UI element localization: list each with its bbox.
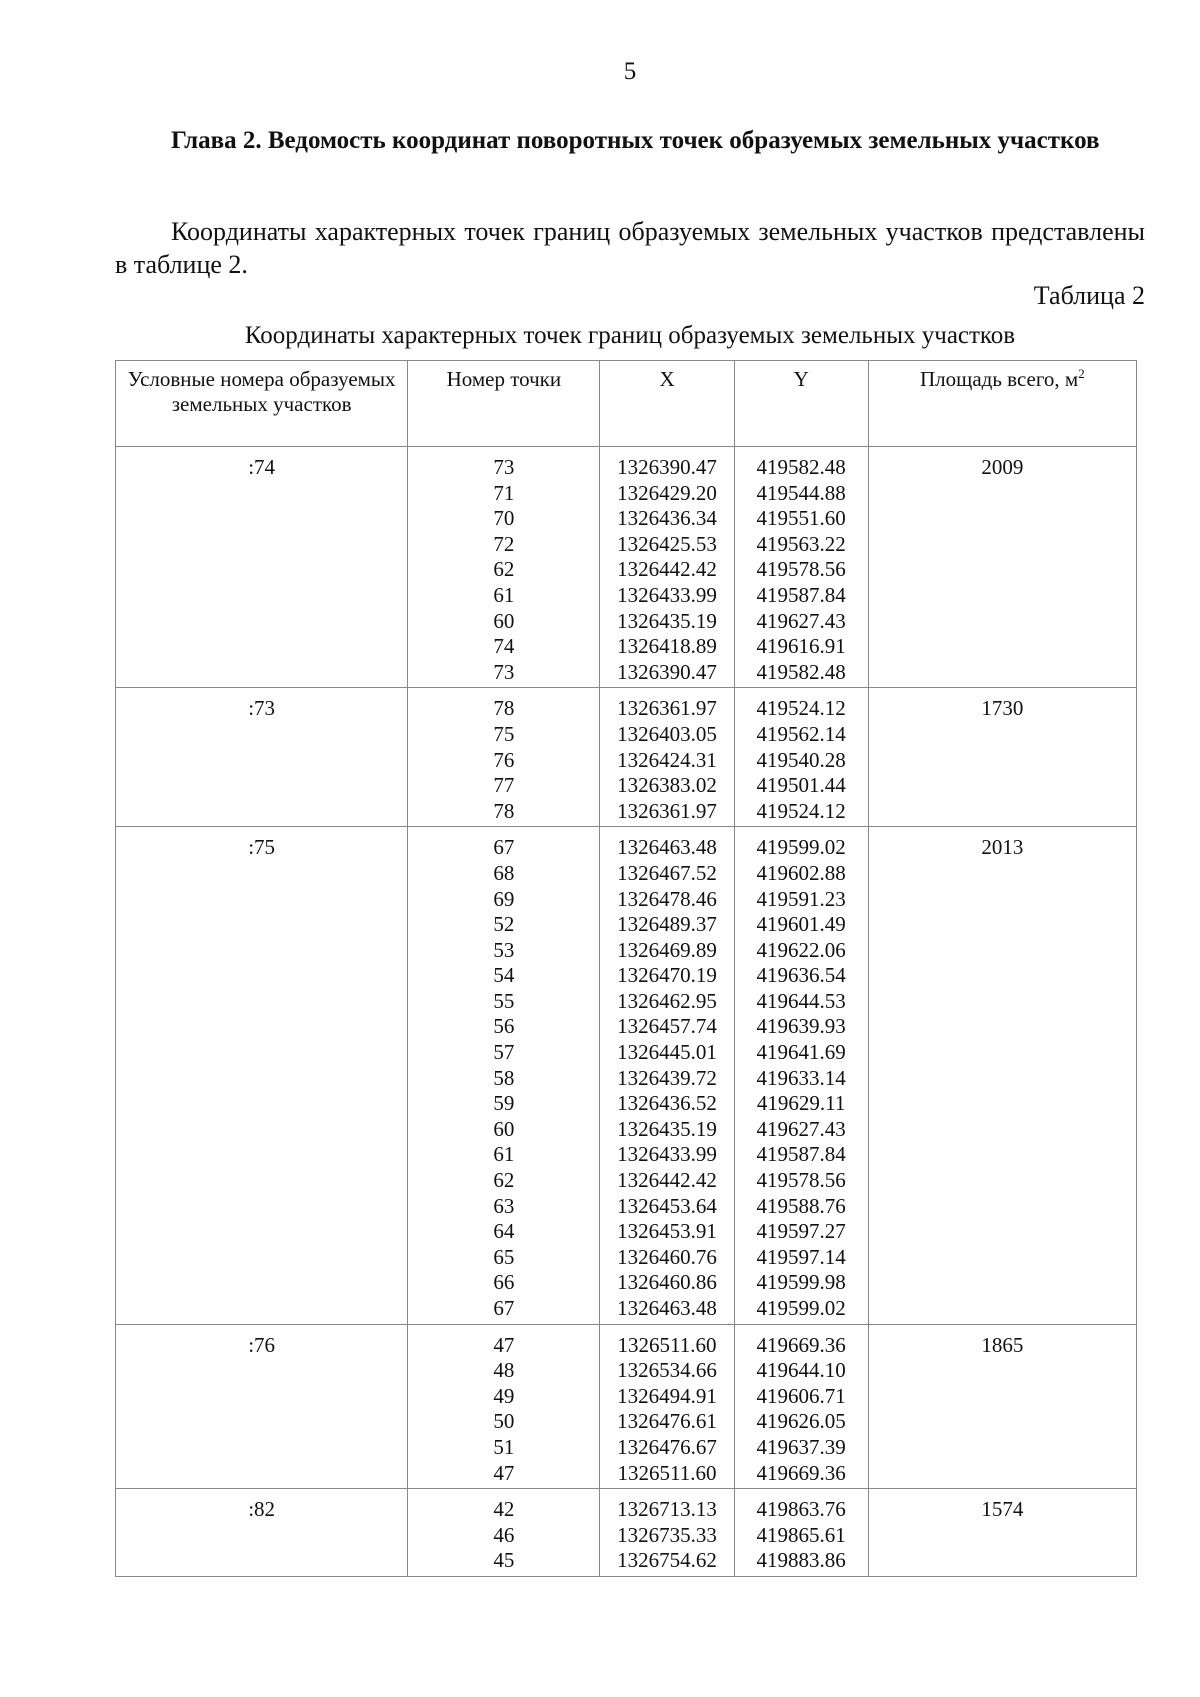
x-coordinate: 1326433.99	[617, 582, 717, 607]
point-number: 77	[493, 773, 515, 798]
x-coordinate: 1326463.48	[617, 835, 717, 860]
point-number: 55	[493, 988, 515, 1013]
x-coordinate: 1326445.01	[617, 1040, 717, 1065]
parcel-number: :73	[248, 696, 276, 721]
y-coordinate: 419582.48	[756, 455, 846, 479]
y-coordinate: 419865.61	[756, 1522, 846, 1547]
parcel-number: :74	[248, 455, 276, 479]
y-coordinate: 419669.36	[756, 1332, 846, 1357]
y-coordinate: 419562.14	[756, 721, 846, 746]
y-coordinate: 419563.22	[756, 531, 846, 556]
point-number: 67	[493, 835, 515, 860]
x-coordinate: 1326436.34	[617, 506, 717, 531]
x-coordinate: 1326478.46	[617, 886, 717, 911]
y-coordinate: 419578.56	[756, 1168, 846, 1193]
x-coordinate: 1326361.97	[617, 798, 717, 823]
parcel-number: :76	[248, 1332, 276, 1357]
point-number: 68	[493, 860, 515, 885]
point-number: 45	[493, 1548, 515, 1573]
point-number: 60	[493, 608, 515, 633]
x-cell	[600, 1324, 734, 1489]
parcel-cell	[116, 447, 408, 688]
point-number: 69	[493, 886, 515, 911]
x-coordinate: 1326442.42	[617, 1168, 717, 1193]
y-cell	[734, 688, 868, 827]
point-number: 61	[493, 1142, 515, 1167]
points-cell	[408, 1324, 600, 1489]
x-coordinate: 1326469.89	[617, 937, 717, 962]
y-coordinate: 419644.53	[756, 988, 846, 1013]
y-coordinate: 419599.02	[756, 1296, 846, 1320]
x-coordinate: 1326511.60	[617, 1460, 717, 1485]
y-coordinate: 419863.76	[756, 1497, 846, 1522]
point-number: 47	[493, 1332, 515, 1357]
point-number: 70	[493, 506, 515, 531]
y-coordinate: 419622.06	[756, 937, 846, 962]
header-area-unit-exponent: 2	[1078, 366, 1085, 381]
table-number: Таблица 2	[1033, 281, 1145, 310]
y-coordinate: 419501.44	[756, 773, 846, 798]
point-number: 74	[493, 634, 515, 659]
header-area-label: Площадь всего, м	[920, 367, 1079, 391]
x-coordinate: 1326476.61	[617, 1409, 717, 1434]
table-row	[116, 688, 1137, 827]
x-cell	[600, 1489, 734, 1577]
points-cell	[408, 688, 600, 827]
points-cell	[408, 827, 600, 1324]
point-number: 73	[493, 455, 515, 479]
header-y: Y	[734, 361, 868, 447]
y-coordinate: 419633.14	[756, 1065, 846, 1090]
point-number: 49	[493, 1383, 515, 1408]
x-cell	[600, 688, 734, 827]
y-coordinate: 419602.88	[756, 860, 846, 885]
y-coordinate: 419551.60	[756, 506, 846, 531]
point-number: 56	[493, 1014, 515, 1039]
x-coordinate: 1326418.89	[617, 634, 717, 659]
y-cell	[734, 1324, 868, 1489]
x-coordinate: 1326361.97	[617, 696, 717, 721]
point-number: 67	[493, 1296, 515, 1320]
x-coordinate: 1326713.13	[617, 1497, 717, 1522]
parcel-cell	[116, 688, 408, 827]
y-coordinate: 419597.27	[756, 1219, 846, 1244]
x-coordinate: 1326453.91	[617, 1219, 717, 1244]
y-coordinate: 419544.88	[756, 480, 846, 505]
y-coordinate: 419606.71	[756, 1383, 846, 1408]
y-coordinate: 419616.91	[756, 634, 846, 659]
point-number: 48	[493, 1358, 515, 1383]
x-coordinate: 1326476.67	[617, 1434, 717, 1459]
point-number: 63	[493, 1193, 515, 1218]
point-number: 46	[493, 1522, 515, 1547]
point-number: 76	[493, 747, 515, 772]
point-number: 50	[493, 1409, 515, 1434]
point-number: 62	[493, 557, 515, 582]
point-number: 42	[493, 1497, 515, 1522]
x-coordinate: 1326436.52	[617, 1091, 717, 1116]
table-row	[116, 447, 1137, 688]
parcel-number: :82	[248, 1497, 276, 1522]
x-coordinate: 1326494.91	[617, 1383, 717, 1408]
table-header-row	[116, 361, 1137, 447]
points-cell	[408, 447, 600, 688]
intro-paragraph: Координаты характерных точек границ образуемых земельных участков представлены в таблице 2.	[115, 217, 1145, 279]
point-number: 75	[493, 721, 515, 746]
x-coordinate: 1326489.37	[617, 912, 717, 937]
y-coordinate: 419627.43	[756, 1116, 846, 1141]
y-coordinate: 419644.10	[756, 1358, 846, 1383]
area-value: 1865	[981, 1332, 1024, 1357]
y-coordinate: 419636.54	[756, 963, 846, 988]
x-coordinate: 1326403.05	[617, 721, 717, 746]
point-number: 53	[493, 937, 515, 962]
y-coordinate: 419578.56	[756, 557, 846, 582]
x-coordinate: 1326467.52	[617, 860, 717, 885]
point-number: 78	[493, 798, 515, 823]
point-number: 54	[493, 963, 515, 988]
y-coordinate: 419597.14	[756, 1244, 846, 1269]
y-coordinate: 419591.23	[756, 886, 846, 911]
table-row	[116, 1489, 1137, 1577]
x-coordinate: 1326460.76	[617, 1244, 717, 1269]
y-coordinate: 419540.28	[756, 747, 846, 772]
y-coordinate: 419524.12	[756, 696, 846, 721]
point-number: 52	[493, 912, 515, 937]
point-number: 57	[493, 1040, 515, 1065]
y-coordinate: 419637.39	[756, 1434, 846, 1459]
x-coordinate: 1326442.42	[617, 557, 717, 582]
x-coordinate: 1326735.33	[617, 1522, 717, 1547]
page-number: 5	[623, 58, 637, 85]
area-value: 2013	[981, 835, 1024, 860]
y-coordinate: 419601.49	[756, 912, 846, 937]
point-number: 51	[493, 1434, 515, 1459]
parcel-number: :75	[248, 835, 276, 860]
parcel-cell	[116, 1489, 408, 1577]
x-coordinate: 1326390.47	[617, 455, 717, 479]
x-coordinate: 1326435.19	[617, 1116, 717, 1141]
point-number: 72	[493, 531, 515, 556]
x-coordinate: 1326463.48	[617, 1296, 717, 1320]
x-coordinate: 1326460.86	[617, 1270, 717, 1295]
y-coordinate: 419883.86	[756, 1548, 846, 1573]
y-coordinate: 419599.02	[756, 835, 846, 860]
x-coordinate: 1326424.31	[617, 747, 717, 772]
area-value: 1574	[981, 1497, 1024, 1522]
y-coordinate: 419626.05	[756, 1409, 846, 1434]
table-row	[116, 827, 1137, 1324]
area-cell	[868, 827, 1136, 1324]
point-number: 71	[493, 480, 515, 505]
x-coordinate: 1326383.02	[617, 773, 717, 798]
x-coordinate: 1326754.62	[617, 1548, 717, 1573]
x-coordinate: 1326425.53	[617, 531, 717, 556]
y-cell	[734, 447, 868, 688]
area-cell	[868, 1489, 1136, 1577]
parcel-cell	[116, 1324, 408, 1489]
y-coordinate: 419587.84	[756, 1142, 846, 1167]
y-cell	[734, 827, 868, 1324]
table-row	[116, 1324, 1137, 1489]
point-number: 61	[493, 582, 515, 607]
y-cell	[734, 1489, 868, 1577]
x-coordinate: 1326390.47	[617, 659, 717, 684]
x-coordinate: 1326433.99	[617, 1142, 717, 1167]
table-body	[116, 447, 1137, 1577]
y-coordinate: 419524.12	[756, 798, 846, 823]
x-coordinate: 1326470.19	[617, 963, 717, 988]
y-coordinate: 419587.84	[756, 582, 846, 607]
table-caption: Координаты характерных точек границ образуемых земельных участков	[244, 322, 1016, 349]
x-coordinate: 1326435.19	[617, 608, 717, 633]
point-number: 62	[493, 1168, 515, 1193]
y-coordinate: 419641.69	[756, 1040, 846, 1065]
y-coordinate: 419582.48	[756, 659, 846, 684]
header-point-number: Номер точки	[408, 361, 600, 447]
y-coordinate: 419588.76	[756, 1193, 846, 1218]
x-coordinate: 1326429.20	[617, 480, 717, 505]
point-number: 66	[493, 1270, 515, 1295]
point-number: 59	[493, 1091, 515, 1116]
point-number: 47	[493, 1460, 515, 1485]
y-coordinate: 419669.36	[756, 1460, 846, 1485]
area-cell	[868, 447, 1136, 688]
x-coordinate: 1326462.95	[617, 988, 717, 1013]
area-cell	[868, 1324, 1136, 1489]
points-cell	[408, 1489, 600, 1577]
x-cell	[600, 447, 734, 688]
parcel-cell	[116, 827, 408, 1324]
x-coordinate: 1326511.60	[617, 1332, 717, 1357]
point-number: 78	[493, 696, 515, 721]
coordinates-table	[115, 360, 1137, 1577]
point-number: 65	[493, 1244, 515, 1269]
y-coordinate: 419627.43	[756, 608, 846, 633]
area-value: 2009	[981, 455, 1024, 479]
point-number: 73	[493, 659, 515, 684]
header-x: X	[600, 361, 734, 447]
x-coordinate: 1326457.74	[617, 1014, 717, 1039]
chapter-heading: Глава 2. Ведомость координат поворотных точек образуемых земельных участков	[171, 127, 1100, 154]
x-coordinate: 1326453.64	[617, 1193, 717, 1218]
y-coordinate: 419599.98	[756, 1270, 846, 1295]
y-coordinate: 419639.93	[756, 1014, 846, 1039]
header-parcel: Условные номера образуемых земельных участков	[116, 361, 408, 447]
area-value: 1730	[981, 696, 1024, 721]
area-cell	[868, 688, 1136, 827]
x-cell	[600, 827, 734, 1324]
point-number: 60	[493, 1116, 515, 1141]
y-coordinate: 419629.11	[756, 1091, 846, 1116]
x-coordinate: 1326534.66	[617, 1358, 717, 1383]
x-coordinate: 1326439.72	[617, 1065, 717, 1090]
header-area	[868, 361, 1136, 447]
point-number: 58	[493, 1065, 515, 1090]
point-number: 64	[493, 1219, 515, 1244]
